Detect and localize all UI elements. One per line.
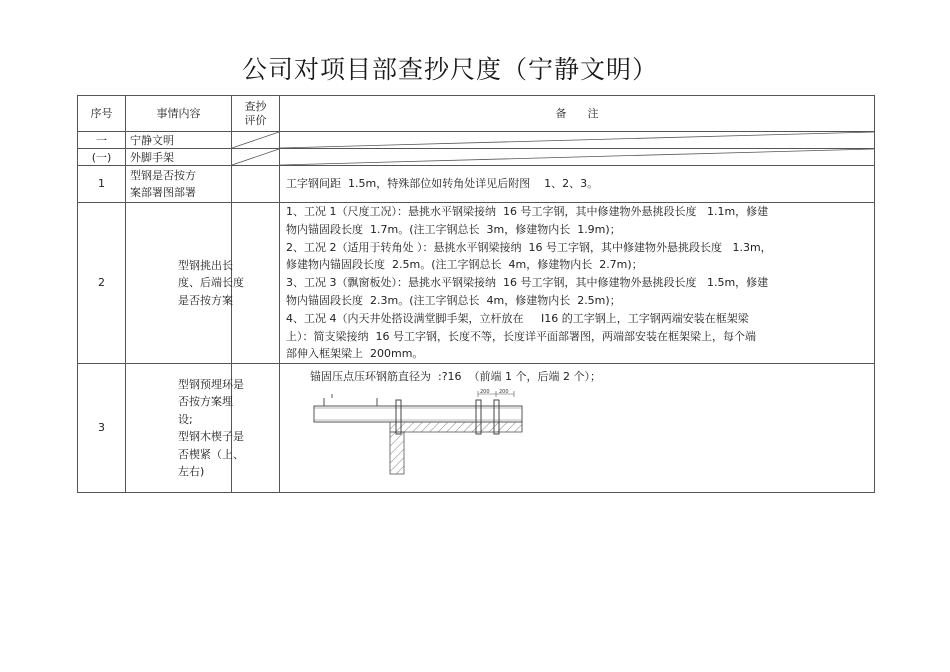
inspection-table [77, 95, 875, 493]
header-remark: 备 注 [280, 96, 875, 132]
subsection-seq: (一) [78, 149, 126, 166]
row-remark-line: 工字钢间距 1.5m，特殊部位如转角处详见后附图 1、2、3。 [286, 177, 599, 191]
subsection-rating-empty [232, 149, 280, 166]
row-remark-line: 2、工况 2（适用于转角处 ）：悬挑水平钢梁接纳 16 号工字钢，其中修建物外悬挑段长度 1.3m， [286, 240, 772, 254]
table-row [78, 364, 875, 493]
row-seq: 3 [78, 364, 126, 493]
dimension-label: 200 [499, 388, 509, 395]
row-item-line: 否楔紧（上、 [178, 447, 244, 461]
row-remark-line: 4、工况 4（内天井处搭设满堂脚手架，立杆放在 I16 的工字钢上，工字钢两端安装在框架梁 [286, 311, 749, 325]
row-remark-line: 部伸入框架梁上 200mm。 [286, 347, 424, 361]
dimension-label: 200 [480, 388, 490, 395]
row-item-line: 案部署图部署 [130, 186, 196, 199]
row-item-line: 度、后端长度 [178, 276, 244, 290]
row-remark-line: 修建物内锚固段长度 2.5m。(注工字钢总长 4m，修建物内长 2.7m)； [286, 258, 643, 272]
row-item [126, 364, 244, 493]
row-remark-line: 3、工况 3（飘窗板处）：悬挑水平钢梁接纳 16 号工字钢，其中修建物外悬挑段长度 1.5m，修建 [286, 276, 769, 290]
slash-line [232, 149, 279, 165]
anchor-diagram-drawing [312, 388, 534, 476]
slash-line [280, 149, 874, 165]
header-seq: 序号 [78, 96, 126, 132]
row-item-line: 型钢是否按方 [130, 168, 196, 182]
header-rating-line1: 查抄 [244, 99, 267, 113]
row-remark-line: 物内锚固段长度 2.3m。(注工字钢总长 4m，修建物内长 2.5m)； [286, 293, 621, 307]
section-rating-empty [232, 132, 280, 149]
row-remark-line: 物内锚固段长度 1.7m。(注工字钢总长 3m，修建物内长 1.9m)； [286, 222, 621, 236]
anchor-diagram [312, 388, 870, 476]
slash-line [232, 132, 279, 148]
row-item [126, 203, 244, 364]
row-remark-line: 上）：简支梁接纳 16 号工字钢，长度不等，长度详平面部署图，两端部安装在框架梁上，每个端 [286, 329, 756, 343]
row-seq: 1 [78, 166, 126, 203]
row-remark-line: 锚固压点压环钢筋直径为 :?16 （前端 1 个，后端 2 个）； [310, 370, 602, 384]
section-row [78, 132, 875, 149]
subsection-remark-empty [280, 149, 875, 166]
table-header-row [78, 96, 875, 132]
row-item-line: 型钢挑出长 [178, 258, 233, 272]
row-remark [280, 203, 875, 364]
header-rating-line2: 评价 [244, 113, 267, 127]
header-item: 事情内容 [126, 96, 232, 132]
row-item-line: 左右) [178, 465, 205, 479]
section-item: 宁静文明 [126, 132, 232, 149]
header-rating [232, 96, 280, 132]
table-row [78, 166, 875, 203]
table-row [78, 203, 875, 364]
row-item-line: 否按方案埋 [178, 395, 233, 409]
section-seq: 一 [78, 132, 126, 149]
row-item-line: 型钢木楔子是 [178, 430, 244, 444]
subsection-item: 外脚手架 [126, 149, 232, 166]
row-item-line: 型钢预埋环是 [178, 377, 244, 391]
document-title: 公司对项目部查抄尺度（宁静文明） [241, 55, 658, 84]
row-rating [232, 166, 280, 203]
slash-line [280, 132, 874, 148]
row-remark [280, 364, 875, 493]
row-remark-line: 1、工况 1（尺度工况）：悬挑水平钢梁接纳 16 号工字钢，其中修建物外悬挑段长度 1.1m，修建 [286, 205, 769, 218]
row-item [126, 166, 232, 203]
subsection-row [78, 149, 875, 166]
row-remark [280, 166, 875, 203]
row-seq: 2 [78, 203, 126, 364]
row-item-line: 是否按方案 [178, 293, 233, 307]
section-remark-empty [280, 132, 875, 149]
row-item-line: 设; [178, 412, 193, 426]
